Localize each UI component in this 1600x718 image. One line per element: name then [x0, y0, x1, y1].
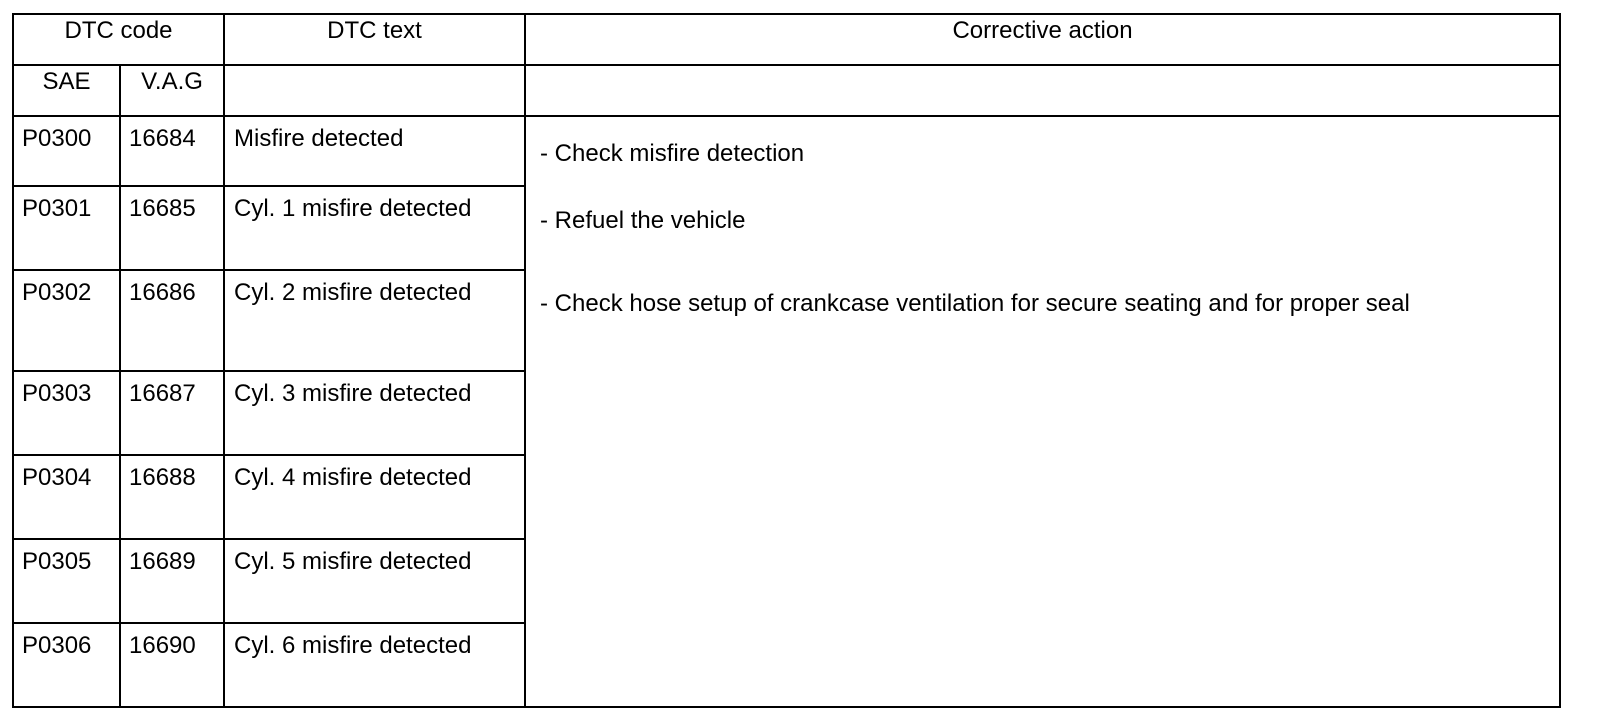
dtc-text-cell: Cyl. 4 misfire detected — [224, 455, 525, 539]
dtc-text-cell: Cyl. 5 misfire detected — [224, 539, 525, 623]
sae-code-cell: P0306 — [13, 623, 120, 707]
vag-code-cell: 16690 — [120, 623, 224, 707]
vag-code-cell: 16689 — [120, 539, 224, 623]
vag-code-cell: 16685 — [120, 186, 224, 270]
vag-code-cell: 16686 — [120, 270, 224, 371]
header-dtc-text: DTC text — [224, 14, 525, 65]
header-corrective-action: Corrective action — [525, 14, 1560, 65]
dtc-table — [12, 13, 1561, 708]
dtc-text-cell: Cyl. 2 misfire detected — [224, 270, 525, 371]
sae-code-cell: P0303 — [13, 371, 120, 455]
dtc-text-cell: Cyl. 6 misfire detected — [224, 623, 525, 707]
corrective-action-line: - Refuel the vehicle — [540, 207, 746, 234]
table-row — [13, 116, 1560, 186]
header-row — [13, 14, 1560, 65]
dtc-text-cell: Cyl. 1 misfire detected — [224, 186, 525, 270]
corrective-action-line: - Check misfire detection — [540, 140, 805, 167]
sae-code-cell: P0305 — [13, 539, 120, 623]
subheader-empty-action — [525, 65, 1560, 116]
vag-code-cell: 16684 — [120, 116, 224, 186]
subheader-empty-text — [224, 65, 525, 116]
vag-code-cell: 16688 — [120, 455, 224, 539]
sae-code-cell: P0304 — [13, 455, 120, 539]
sae-code-cell: P0302 — [13, 270, 120, 371]
dtc-text-cell: Cyl. 3 misfire detected — [224, 371, 525, 455]
dtc-text-cell: Misfire detected — [224, 116, 525, 186]
corrective-action-line: - Check hose setup of crankcase ventilation for secure seating and for proper seal — [540, 290, 1410, 317]
corrective-action-cell — [525, 116, 1560, 707]
header-dtc-code: DTC code — [13, 14, 224, 65]
sae-code-cell: P0300 — [13, 116, 120, 186]
subheader-vag: V.A.G — [120, 65, 224, 116]
sae-code-cell: P0301 — [13, 186, 120, 270]
subheader-row — [13, 65, 1560, 116]
vag-code-cell: 16687 — [120, 371, 224, 455]
subheader-sae: SAE — [13, 65, 120, 116]
